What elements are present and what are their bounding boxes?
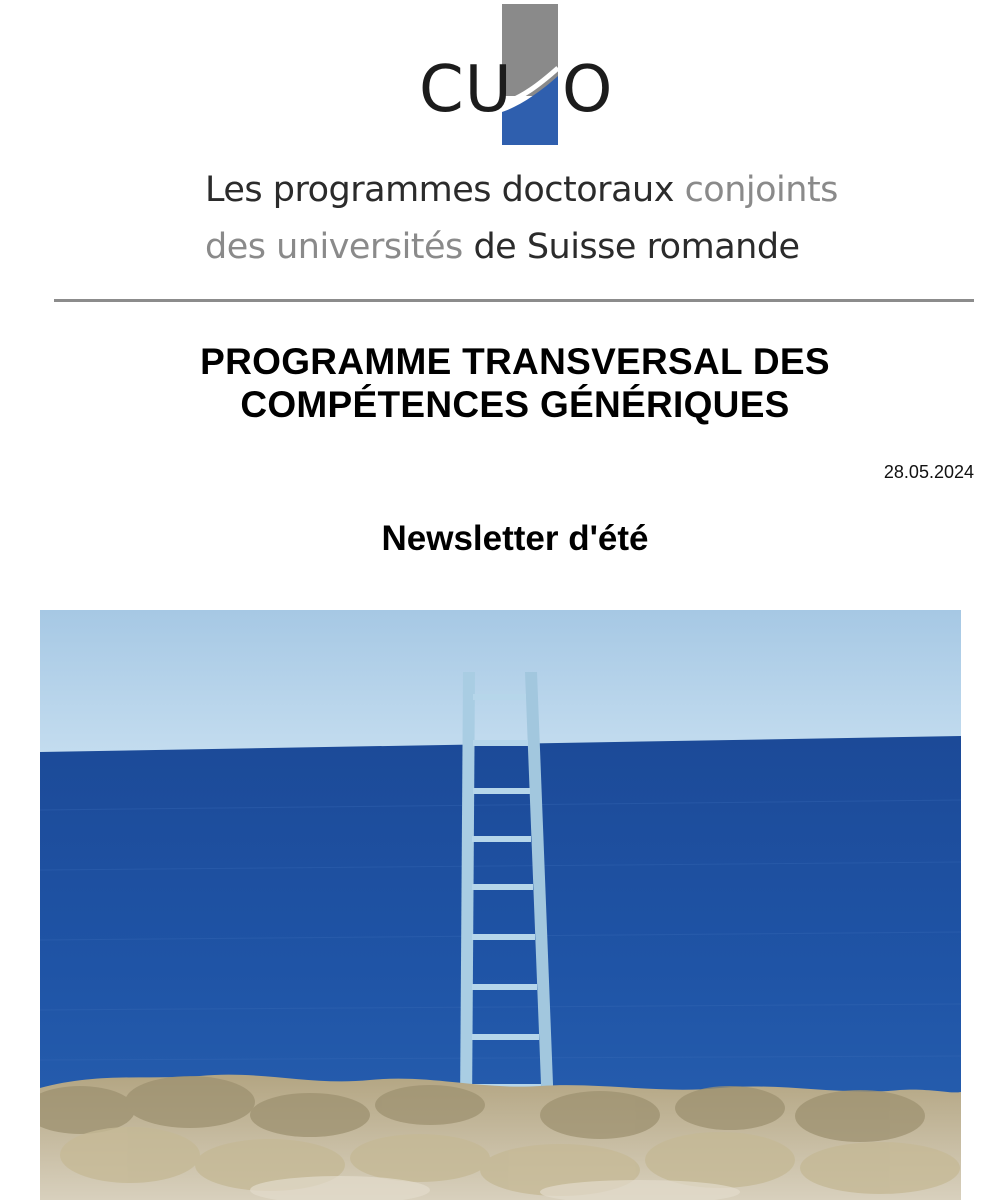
tagline-line-2 (205, 227, 800, 267)
ladder-on-coast-photo (40, 610, 961, 1200)
page-title-line-1: PROGRAMME TRANSVERSAL DES (200, 341, 830, 382)
hero-image (40, 610, 961, 1200)
logo-text-cu: CU (419, 53, 513, 127)
logo-mark (0, 0, 1006, 160)
header-divider (54, 299, 974, 302)
page-title (50, 340, 980, 426)
logo-text-o: O (562, 53, 614, 127)
tagline-line2-grey: des universités (205, 227, 463, 267)
cuso-logo (0, 0, 1006, 300)
newsletter-date: 28.05.2024 (883, 462, 974, 482)
tagline-line-1 (205, 170, 838, 210)
newsletter-subtitle: Newsletter d'été (381, 519, 649, 558)
tagline-line2-dark: de Suisse romande (473, 227, 800, 267)
tagline-line1-grey: conjoints (684, 170, 838, 210)
tagline-line1-dark: Les programmes doctoraux (205, 170, 674, 210)
page-title-line-2: COMPÉTENCES GÉNÉRIQUES (240, 384, 790, 425)
